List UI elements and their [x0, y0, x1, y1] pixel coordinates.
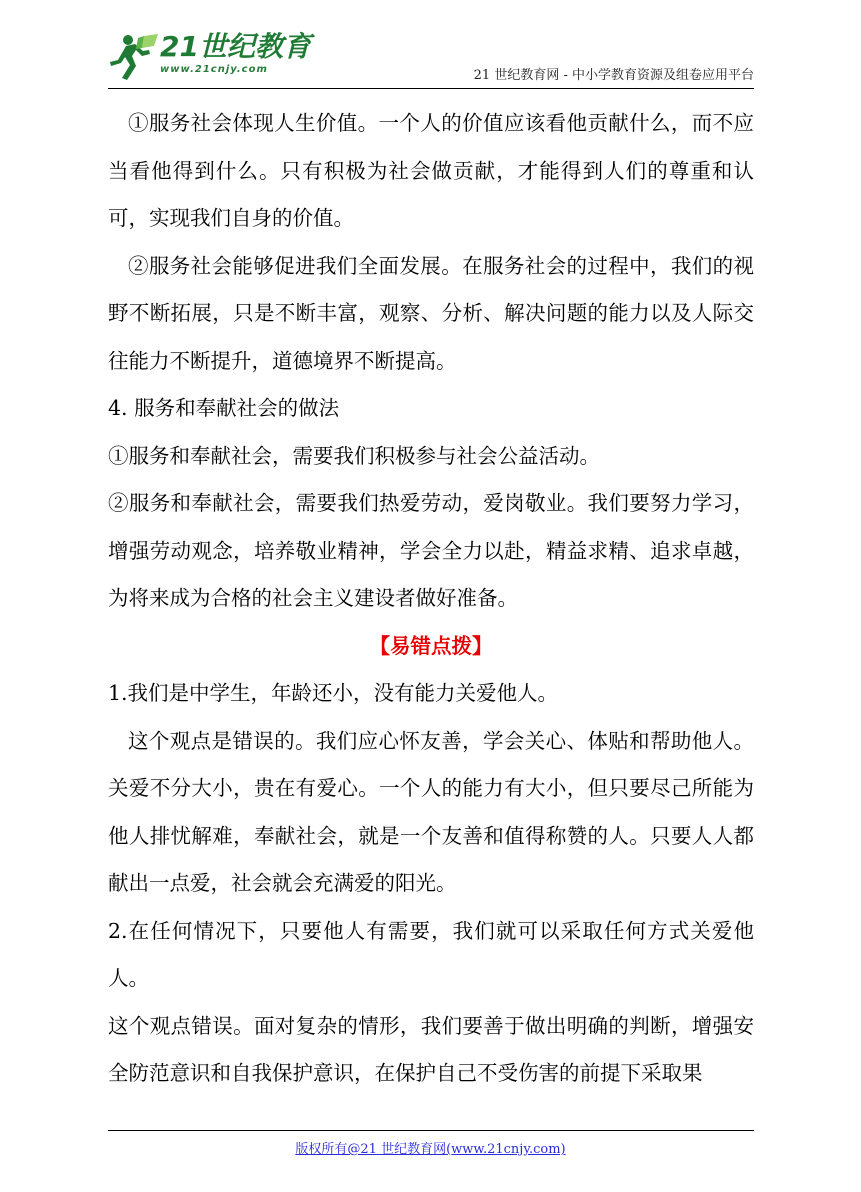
section-heading-methods: 4. 服务和奉献社会的做法 — [108, 396, 340, 420]
error-point-1: 1.我们是中学生，年龄还小，没有能力关爱他人。 — [108, 681, 559, 705]
runner-icon — [108, 32, 160, 82]
error-point-2: 2.在任何情况下，只要他人有需要，我们就可以采取任何方式关爱他人。 — [108, 918, 754, 990]
error-point-2-explanation: 这个观点错误。面对复杂的情形，我们要善于做出明确的判断，增强安全防范意识和自我保护意识，在保护自己不受伤害的前提下采取果 — [108, 1013, 754, 1085]
footer-copyright-link[interactable]: 版权所有@21 世纪教育网(www.21cnjy.com) — [295, 1142, 566, 1157]
section-title-common-errors: 【易错点拨】 — [369, 633, 493, 658]
logo-text: 21世纪教育 — [160, 30, 311, 63]
paragraph-value-of-life: ①服务社会体现人生价值。一个人的价值应该看他贡献什么，而不应当看他得到什么。只有积极为社会做贡献，才能得到人们的尊重和认可，实现我们自身的价值。 — [108, 111, 754, 230]
paragraph-love-labor: ②服务和奉献社会，需要我们热爱劳动，爱岗敬业。我们要努力学习，增强劳动观念，培养敬业精神，学会全力以赴，精益求精、追求卓越，为将来成为合格的社会主义建设者做好准备。 — [108, 491, 754, 610]
document-body — [108, 100, 754, 1098]
site-logo[interactable] — [108, 30, 311, 84]
paragraph-all-round-development: ②服务社会能够促进我们全面发展。在服务社会的过程中，我们的视野不断拓展，只是不断丰富，观察、分析、解决问题的能力以及人际交往能力不断提升，道德境界不断提高。 — [108, 253, 754, 373]
paragraph-public-welfare: ①服务和奉献社会，需要我们积极参与社会公益活动。 — [108, 443, 600, 468]
error-point-1-explanation: 这个观点是错误的。我们应心怀友善，学会关心、体贴和帮助他人。关爱不分大小，贵在有爱心。一个人的能力有大小，但只要尽己所能为他人排忧解难，奉献社会，就是一个友善和值得称赞的人。只要人人都献出一点爱，社会就会充满爱的阳光。 — [108, 728, 754, 895]
header-tagline: 21 世纪教育网 - 中小学教育资源及组卷应用平台 — [473, 68, 754, 83]
footer-divider — [108, 1130, 754, 1131]
page-header — [108, 30, 754, 88]
logo-url: www.21cnjy.com — [160, 64, 268, 75]
header-divider — [108, 88, 754, 89]
